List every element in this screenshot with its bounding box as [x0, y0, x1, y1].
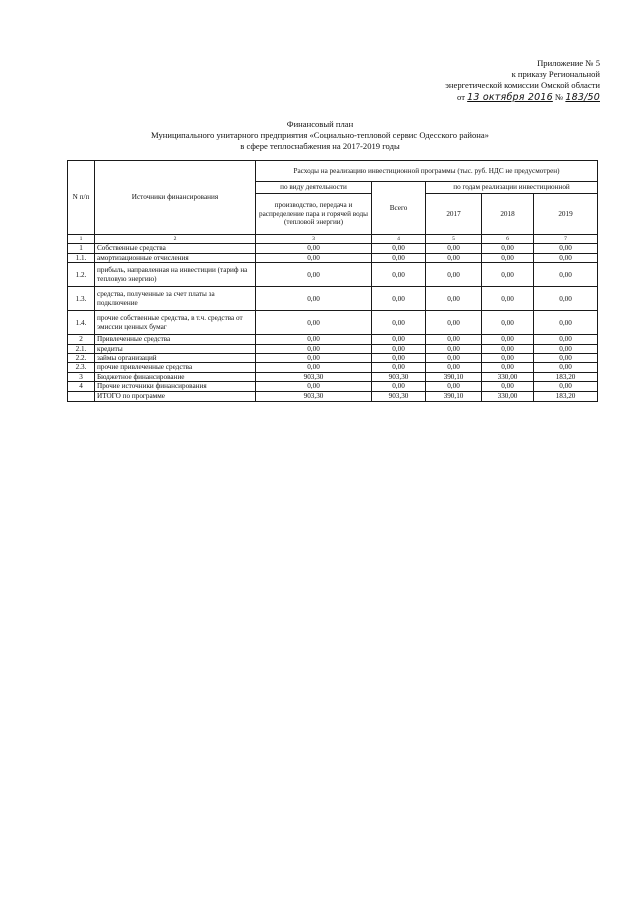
row-2018-value: 0,00	[482, 253, 534, 262]
table-row	[68, 287, 598, 311]
row-source-name: средства, полученные за счет платы за подключение	[95, 287, 256, 311]
header-num: N п/п	[68, 161, 95, 235]
row-source-name: прибыль, направленная на инвестиции (тариф на тепловую энергию)	[95, 263, 256, 287]
total-row-source-name: ИТОГО по программе	[95, 391, 256, 401]
row-source-name: прочие привлеченные средства	[95, 363, 256, 372]
row-2017-value: 0,00	[426, 354, 482, 363]
row-2019-value: 0,00	[534, 354, 598, 363]
header-year-2018: 2018	[482, 194, 534, 235]
row-num: 2.1.	[68, 344, 95, 353]
row-total-value: 0,00	[372, 335, 426, 344]
row-total-value: 0,00	[372, 382, 426, 391]
appendix-line-3: энергетической комиссии Омской области	[445, 80, 600, 91]
date-prefix: от	[457, 91, 465, 102]
col-number: 3	[256, 235, 372, 244]
title-line-1: Финансовый план	[286, 119, 354, 129]
appendix-header	[445, 58, 600, 103]
row-source-name: амортизационные отчисления	[95, 253, 256, 262]
col-number: 6	[482, 235, 534, 244]
row-activity-value: 0,00	[256, 253, 372, 262]
header-by-years: по годам реализации инвестиционной	[426, 182, 598, 194]
row-activity-value: 903,30	[256, 372, 372, 381]
row-2019-value: 0,00	[534, 244, 598, 253]
table-row	[68, 244, 598, 253]
table-row	[68, 253, 598, 262]
row-2018-value: 0,00	[482, 382, 534, 391]
row-num: 1.1.	[68, 253, 95, 262]
financial-plan-table	[67, 160, 598, 402]
col-number: 4	[372, 235, 426, 244]
row-total-value: 0,00	[372, 344, 426, 353]
row-2017-value: 0,00	[426, 311, 482, 335]
row-num: 2.3.	[68, 363, 95, 372]
number-prefix: №	[555, 91, 564, 102]
row-2018-value: 330,00	[482, 372, 534, 381]
row-source-name: кредиты	[95, 344, 256, 353]
row-2018-value: 0,00	[482, 244, 534, 253]
row-2017-value: 0,00	[426, 287, 482, 311]
row-num: 1.3.	[68, 287, 95, 311]
appendix-line-1: Приложение № 5	[537, 58, 600, 68]
row-2019-value: 0,00	[534, 363, 598, 372]
row-total-value: 0,00	[372, 311, 426, 335]
total-row-activity-value: 903,30	[256, 391, 372, 401]
row-total-value: 0,00	[372, 253, 426, 262]
column-number-row	[68, 235, 598, 244]
header-by-activity: по виду деятельности	[256, 182, 372, 194]
row-2017-value: 0,00	[426, 263, 482, 287]
total-row-total-value: 903,30	[372, 391, 426, 401]
row-activity-value: 0,00	[256, 382, 372, 391]
table-row	[68, 263, 598, 287]
row-2019-value: 183,20	[534, 372, 598, 381]
row-2017-value: 0,00	[426, 253, 482, 262]
total-row-2017-value: 390,10	[426, 391, 482, 401]
row-source-name: Бюджетное финансирование	[95, 372, 256, 381]
row-2019-value: 0,00	[534, 344, 598, 353]
col-number: 5	[426, 235, 482, 244]
row-2017-value: 0,00	[426, 363, 482, 372]
row-num: 4	[68, 382, 95, 391]
row-2019-value: 0,00	[534, 263, 598, 287]
row-activity-value: 0,00	[256, 311, 372, 335]
row-2018-value: 0,00	[482, 354, 534, 363]
row-2019-value: 0,00	[534, 382, 598, 391]
row-source-name: Собственные средства	[95, 244, 256, 253]
row-activity-value: 0,00	[256, 344, 372, 353]
row-total-value: 0,00	[372, 354, 426, 363]
total-row-num	[68, 391, 95, 401]
header-activity-desc: производство, передача и распределение пара и горячей воды (тепловой энергии)	[256, 194, 372, 235]
row-source-name: Прочие источники финансирования	[95, 382, 256, 391]
row-activity-value: 0,00	[256, 287, 372, 311]
total-row-2018-value: 330,00	[482, 391, 534, 401]
row-total-value: 903,30	[372, 372, 426, 381]
row-2018-value: 0,00	[482, 311, 534, 335]
table-row	[68, 344, 598, 353]
appendix-line-2: к приказу Региональной	[511, 69, 600, 80]
row-2018-value: 0,00	[482, 344, 534, 353]
row-total-value: 0,00	[372, 363, 426, 372]
row-activity-value: 0,00	[256, 363, 372, 372]
row-source-name: прочие собственные средства, в т.ч. средства от эмиссии ценных бумаг	[95, 311, 256, 335]
appendix-date-line	[457, 92, 600, 103]
row-total-value: 0,00	[372, 263, 426, 287]
row-2017-value: 0,00	[426, 382, 482, 391]
row-activity-value: 0,00	[256, 263, 372, 287]
col-number: 1	[68, 235, 95, 244]
header-source: Источники финансирования	[95, 161, 256, 235]
table-row	[68, 372, 598, 381]
table-row	[68, 363, 598, 372]
table-row	[68, 311, 598, 335]
row-num: 1.4.	[68, 311, 95, 335]
row-2019-value: 0,00	[534, 253, 598, 262]
row-activity-value: 0,00	[256, 354, 372, 363]
row-2018-value: 0,00	[482, 287, 534, 311]
row-num: 2.2.	[68, 354, 95, 363]
row-activity-value: 0,00	[256, 335, 372, 344]
total-row-2019-value: 183,20	[534, 391, 598, 401]
row-2018-value: 0,00	[482, 335, 534, 344]
row-2017-value: 0,00	[426, 244, 482, 253]
header-year-2017: 2017	[426, 194, 482, 235]
row-2017-value: 0,00	[426, 344, 482, 353]
document-title	[0, 119, 640, 152]
row-2019-value: 0,00	[534, 311, 598, 335]
row-num: 2	[68, 335, 95, 344]
row-source-name: Привлеченные средства	[95, 335, 256, 344]
row-num: 1.2.	[68, 263, 95, 287]
row-2019-value: 0,00	[534, 287, 598, 311]
title-line-3: в сфере теплоснабжения на 2017-2019 годы	[240, 141, 400, 151]
col-number: 2	[95, 235, 256, 244]
col-number: 7	[534, 235, 598, 244]
handwritten-number: 183/50	[565, 91, 600, 103]
row-2017-value: 0,00	[426, 335, 482, 344]
row-num: 3	[68, 372, 95, 381]
header-expenses: Расходы на реализацию инвестиционной программы (тыс. руб. НДС не предусмотрен)	[256, 161, 598, 182]
header-year-2019: 2019	[534, 194, 598, 235]
row-2018-value: 0,00	[482, 263, 534, 287]
header-total: Всего	[372, 182, 426, 235]
row-2019-value: 0,00	[534, 335, 598, 344]
table-row	[68, 354, 598, 363]
handwritten-date: 13 октября 2016	[467, 91, 553, 103]
row-total-value: 0,00	[372, 244, 426, 253]
table-row	[68, 335, 598, 344]
row-num: 1	[68, 244, 95, 253]
row-2018-value: 0,00	[482, 363, 534, 372]
total-row	[68, 391, 598, 401]
row-activity-value: 0,00	[256, 244, 372, 253]
row-total-value: 0,00	[372, 287, 426, 311]
row-2017-value: 390,10	[426, 372, 482, 381]
table-row	[68, 382, 598, 391]
title-line-2: Муниципального унитарного предприятия «Социально-тепловой сервис Одесского района»	[151, 130, 489, 140]
row-source-name: займы организаций	[95, 354, 256, 363]
